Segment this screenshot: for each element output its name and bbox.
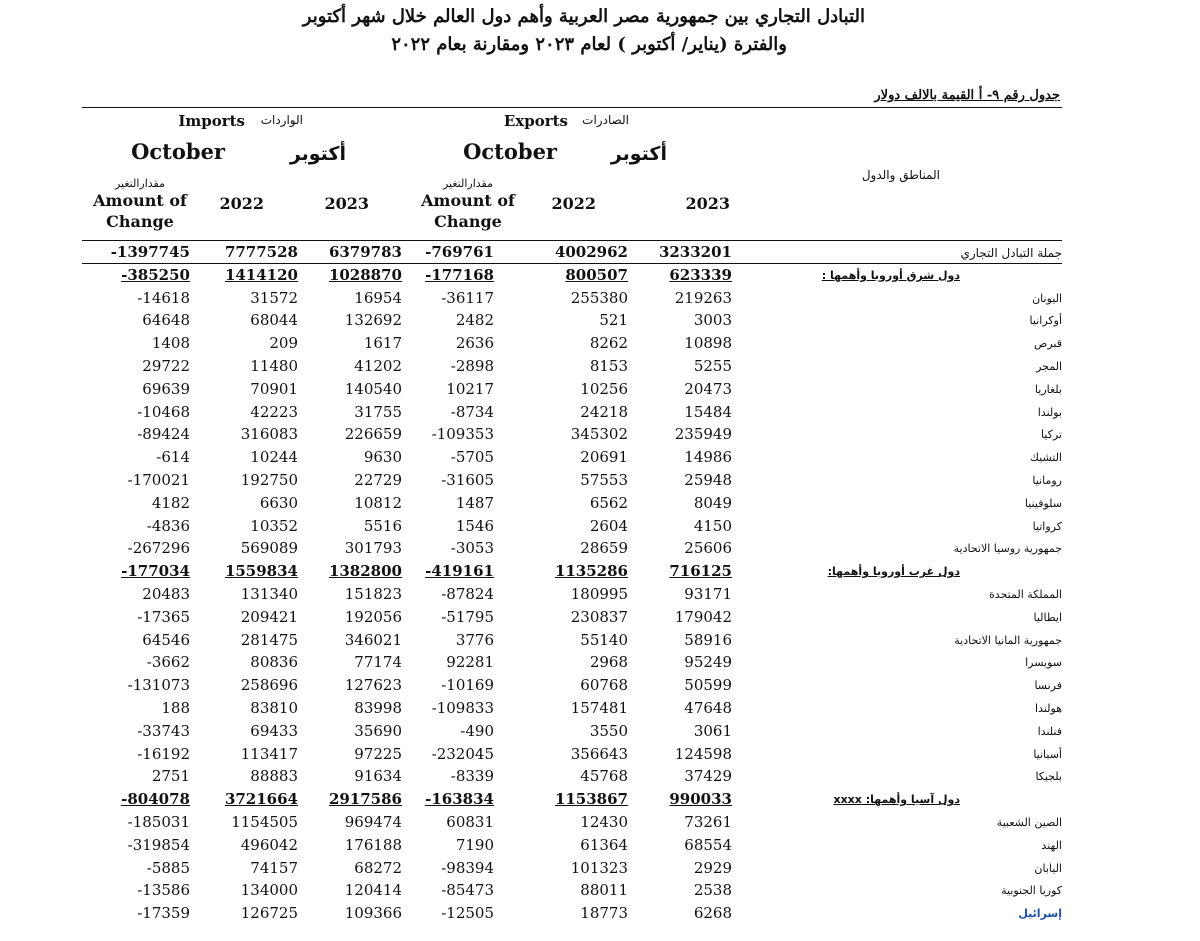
exports-change-cell: -109353 [431, 425, 494, 444]
row-label: المملكة المتحدة [989, 588, 1062, 601]
exports-2022-cell: 6562 [589, 493, 628, 512]
exports-2022-cell: 230837 [570, 607, 628, 626]
exports-2022-cell: 10256 [580, 379, 628, 398]
exports-2023-cell: 124598 [674, 744, 732, 763]
imports-change-cell: 64648 [142, 311, 190, 330]
imports-2022-cell: 10244 [250, 448, 298, 467]
exports-change-cell: 3776 [455, 630, 494, 649]
exports-2022-cell: 157481 [570, 699, 628, 717]
imports-2023-cell: 301793 [344, 539, 402, 558]
imports-2023-cell: 2917586 [328, 790, 402, 809]
table-row [0, 811, 1200, 834]
row-label: جملة التبادل التجاري [960, 246, 1062, 260]
row-label: فنلندا [1037, 724, 1062, 738]
imports-2022-cell: 209421 [240, 607, 298, 626]
exports-2022-cell: 2604 [589, 516, 628, 535]
imports-change-en-1: Amount of [93, 191, 187, 210]
table-row [0, 287, 1200, 310]
row-label: اليونان [1032, 291, 1062, 305]
table-row [0, 355, 1200, 378]
imports-2022-cell: 3721664 [224, 790, 298, 809]
table-row [0, 857, 1200, 880]
row-label: دول آسيا وأهمها: xxxx [833, 793, 960, 807]
table-row [0, 606, 1200, 629]
exports-change-cell: -177168 [425, 265, 494, 284]
imports-change-cell: 4182 [151, 493, 190, 512]
exports-change-cell: -8339 [450, 767, 494, 786]
row-label: الهند [1041, 838, 1062, 852]
table-row [0, 879, 1200, 902]
exports-2022-cell: 8153 [589, 357, 628, 375]
imports-2023-cell: 127623 [344, 676, 402, 695]
imports-2022-cell: 42223 [250, 402, 298, 421]
exports-change-ar: مقدارالتغير [442, 177, 494, 190]
imports-change-cell: -131073 [127, 676, 190, 695]
exports-2023-cell: 73261 [684, 813, 732, 831]
imports-2023-cell: 6379783 [328, 243, 402, 261]
exports-change-cell: 60831 [446, 813, 494, 831]
table-row [0, 765, 1200, 788]
imports-2022-cell: 68044 [250, 311, 298, 330]
table-row [0, 309, 1200, 332]
imports-2023-cell: 109366 [344, 904, 402, 923]
imports-2022-cell: 74157 [250, 858, 298, 877]
imports-change-cell: -3662 [146, 653, 190, 672]
exports-2022-cell: 101323 [570, 858, 628, 877]
row-label: تركيا [1040, 428, 1062, 442]
exports-2023-cell: 37429 [684, 767, 732, 786]
exports-2022-cell: 1153867 [554, 790, 628, 809]
exports-2023-cell: 3233201 [658, 243, 732, 261]
imports-2022-cell: 316083 [240, 425, 298, 444]
imports-2023-cell: 140540 [344, 379, 402, 398]
table-row [0, 720, 1200, 743]
exports-2022-cell: 45768 [580, 767, 628, 786]
row-label: رومانيا [1032, 474, 1062, 487]
exports-2022-cell: 24218 [580, 402, 628, 421]
imports-2023-cell: 151823 [344, 585, 402, 603]
imports-2022-cell: 80836 [250, 653, 298, 672]
exports-change-cell: -419161 [425, 562, 494, 581]
row-label: دول غرب أوروبا وأهمها: [827, 565, 960, 579]
row-label: جمهورية روسيا الاتحادية [953, 542, 1062, 556]
region-column-header: المناطق والدول [861, 168, 940, 182]
imports-2023-cell: 10812 [354, 493, 402, 512]
imports-change-cell: 29722 [142, 357, 190, 375]
exports-change-cell: -163834 [425, 790, 494, 809]
exports-change-cell: -769761 [425, 243, 494, 261]
exports-year-2023: 2023 [685, 194, 730, 213]
imports-2022-cell: 1154505 [231, 813, 298, 831]
exports-2022-cell: 12430 [580, 813, 628, 831]
imports-2022-cell: 6630 [259, 493, 298, 512]
table-row [0, 446, 1200, 469]
imports-2023-cell: 16954 [354, 288, 402, 307]
row-label: الصين الشعبية [996, 816, 1062, 829]
exports-2023-cell: 50599 [684, 676, 732, 695]
table-row [0, 515, 1200, 538]
imports-2023-cell: 83998 [354, 699, 402, 717]
exports-change-cell: -232045 [431, 744, 494, 763]
imports-2022-cell: 11480 [250, 357, 298, 375]
region-group-row [0, 264, 1200, 287]
exports-change-cell: 7190 [455, 835, 494, 854]
exports-2022-cell: 61364 [580, 835, 628, 854]
imports-2022-cell: 496042 [240, 835, 298, 854]
exports-change-cell: -85473 [441, 881, 494, 900]
imports-2023-cell: 969474 [344, 813, 402, 831]
row-label: هولندا [1035, 702, 1062, 715]
imports-change-cell: -804078 [121, 790, 190, 809]
imports-change-cell: -319854 [127, 835, 190, 854]
imports-header-ar: الواردات [260, 113, 303, 127]
imports-change-cell: -177034 [121, 562, 190, 581]
exports-2022-cell: 521 [599, 311, 628, 330]
row-label: بولندا [1037, 405, 1062, 419]
exports-2022-cell: 88011 [580, 881, 628, 900]
exports-2023-cell: 93171 [684, 585, 732, 603]
exports-2022-cell: 800507 [565, 265, 628, 284]
imports-change-ar: مقدارالتغير [114, 177, 166, 190]
imports-2023-cell: 346021 [344, 630, 402, 649]
imports-change-cell: 1408 [151, 334, 190, 353]
table-row [0, 834, 1200, 857]
exports-2023-cell: 6268 [693, 904, 732, 923]
imports-change-cell: 69639 [142, 379, 190, 398]
exports-2023-cell: 3003 [693, 311, 732, 330]
row-label: كوريا الجنوبية [1001, 884, 1062, 898]
imports-2022-cell: 258696 [240, 676, 298, 695]
imports-2022-cell: 281475 [240, 630, 298, 649]
exports-header-en: Exports [503, 112, 568, 130]
imports-2022-cell: 10352 [250, 516, 298, 535]
table-top-rule [82, 107, 1062, 108]
total-row [0, 241, 1200, 264]
imports-change-cell: 188 [161, 699, 190, 717]
imports-2023-cell: 31755 [354, 402, 402, 421]
exports-change-cell: -490 [460, 721, 494, 740]
exports-2022-cell: 20691 [580, 448, 628, 467]
exports-2023-cell: 14986 [684, 448, 732, 467]
imports-2022-cell: 134000 [240, 881, 298, 900]
exports-change-header [413, 177, 523, 232]
row-label: فرنسا [1034, 679, 1062, 693]
imports-2022-cell: 1559834 [224, 562, 298, 581]
exports-change-cell: -8734 [450, 402, 494, 421]
imports-2022-cell: 7777528 [224, 243, 298, 261]
imports-change-cell: -5885 [146, 858, 190, 877]
imports-2023-cell: 9630 [363, 448, 402, 467]
imports-2023-cell: 1382800 [328, 562, 402, 581]
imports-2023-cell: 35690 [354, 721, 402, 740]
table-row [0, 492, 1200, 515]
imports-2023-cell: 41202 [354, 357, 402, 375]
exports-2023-cell: 623339 [669, 265, 732, 284]
row-label: دول شرق أوروبا وأهمها : [821, 268, 960, 282]
row-label: كرواتيا [1032, 519, 1062, 533]
row-label: اليابان [1034, 861, 1062, 875]
imports-month-ar: أكتوبر [289, 143, 346, 165]
table-row [0, 651, 1200, 674]
imports-2022-cell: 126725 [240, 904, 298, 923]
exports-2023-cell: 8049 [693, 493, 732, 512]
row-label: التشيك [1029, 451, 1062, 465]
table-row [0, 378, 1200, 401]
imports-change-cell: -17365 [137, 607, 190, 626]
table-row [0, 401, 1200, 424]
imports-2022-cell: 88883 [250, 767, 298, 786]
exports-change-cell: -87824 [441, 585, 494, 603]
title-line-2: والفترة (يناير/ أكتوبر ) لعام ٢٠٢٣ ومقارنة بعام ٢٠٢٢ [391, 34, 787, 55]
exports-2023-cell: 58916 [684, 630, 732, 649]
imports-change-header [85, 177, 195, 232]
row-label: سلوفينيا [1024, 496, 1062, 510]
table-row [0, 469, 1200, 492]
exports-2022-cell: 55140 [580, 630, 628, 649]
imports-2023-cell: 68272 [354, 858, 402, 877]
exports-2022-cell: 28659 [580, 539, 628, 558]
region-group-row [0, 560, 1200, 583]
imports-change-cell: -170021 [127, 471, 190, 489]
exports-2022-cell: 3550 [589, 721, 628, 740]
imports-2022-cell: 569089 [240, 539, 298, 558]
imports-change-cell: 20483 [142, 585, 190, 603]
row-label[interactable]: إسرائيل [1018, 907, 1062, 921]
exports-change-cell: 1487 [455, 493, 494, 512]
imports-change-cell: 2751 [151, 767, 190, 786]
imports-change-cell: -17359 [137, 904, 190, 923]
row-label: بلغاريا [1034, 382, 1062, 396]
title-line-1: التبادل التجاري بين جمهورية مصر العربية وأهم دول العالم خلال شهر أكتوبر [302, 6, 865, 27]
imports-2022-cell: 192750 [240, 471, 298, 489]
imports-2022-cell: 209 [269, 334, 298, 353]
imports-change-cell: -89424 [137, 425, 190, 444]
exports-2023-cell: 20473 [684, 379, 732, 398]
imports-2023-cell: 226659 [344, 425, 402, 444]
exports-2022-cell: 57553 [580, 471, 628, 489]
row-label: المجر [1036, 360, 1062, 373]
exports-change-cell: -36117 [441, 288, 494, 307]
exports-2022-cell: 18773 [580, 904, 628, 923]
region-group-row [0, 788, 1200, 811]
exports-2023-cell: 68554 [684, 835, 732, 854]
exports-change-en-2: Change [434, 212, 502, 231]
imports-2023-cell: 5516 [363, 516, 402, 535]
imports-2023-cell: 77174 [354, 653, 402, 672]
exports-2023-cell: 5255 [693, 357, 732, 375]
exports-2023-cell: 2538 [693, 881, 732, 900]
exports-2022-cell: 356643 [570, 744, 628, 763]
exports-month-en: October [463, 139, 557, 164]
imports-2022-cell: 113417 [240, 744, 298, 763]
exports-change-cell: 2482 [455, 311, 494, 330]
exports-2022-cell: 60768 [580, 676, 628, 695]
exports-2023-cell: 25948 [684, 471, 732, 489]
imports-change-cell: -14618 [137, 288, 190, 307]
imports-change-cell: -185031 [127, 813, 190, 831]
imports-2022-cell: 70901 [250, 379, 298, 398]
table-row [0, 629, 1200, 652]
exports-2023-cell: 47648 [684, 699, 732, 717]
exports-change-cell: 2636 [455, 334, 494, 353]
table-caption: جدول رقم ٩- أ القيمة بالالف دولار [874, 88, 1060, 103]
exports-2022-cell: 255380 [570, 288, 628, 307]
exports-2023-cell: 219263 [674, 288, 732, 307]
imports-year-2023: 2023 [324, 194, 369, 213]
imports-change-en-2: Change [106, 212, 174, 231]
exports-2023-cell: 990033 [669, 790, 732, 809]
imports-change-cell: -13586 [137, 881, 190, 900]
row-label: ايطاليا [1033, 610, 1062, 624]
exports-change-cell: -2898 [450, 357, 494, 375]
exports-change-cell: -31605 [441, 471, 494, 489]
exports-change-cell: -51795 [441, 607, 494, 626]
exports-change-cell: -12505 [441, 904, 494, 923]
table-row [0, 332, 1200, 355]
imports-2023-cell: 91634 [354, 767, 402, 786]
exports-change-cell: -3053 [450, 539, 494, 558]
table-row [0, 743, 1200, 766]
imports-2022-cell: 31572 [250, 288, 298, 307]
table-row [0, 697, 1200, 720]
exports-2022-cell: 345302 [570, 425, 628, 444]
exports-2023-cell: 95249 [684, 653, 732, 672]
imports-year-2022: 2022 [219, 194, 264, 213]
row-label: سويسرا [1025, 656, 1062, 670]
imports-change-cell: -1397745 [110, 243, 190, 261]
imports-2023-cell: 97225 [354, 744, 402, 763]
exports-2022-cell: 1135286 [554, 562, 628, 581]
exports-2022-cell: 2968 [589, 653, 628, 672]
imports-2023-cell: 22729 [354, 471, 402, 489]
imports-change-cell: 64546 [142, 630, 190, 649]
exports-change-cell: -109833 [431, 699, 494, 717]
exports-year-2022: 2022 [551, 194, 596, 213]
exports-2022-cell: 8262 [589, 334, 628, 353]
exports-2022-cell: 4002962 [554, 243, 628, 261]
imports-2022-cell: 83810 [250, 699, 298, 717]
table-row [0, 537, 1200, 560]
imports-2022-cell: 131340 [240, 585, 298, 603]
exports-2023-cell: 4150 [693, 516, 732, 535]
exports-change-cell: 10217 [446, 379, 494, 398]
exports-2023-cell: 716125 [669, 562, 732, 581]
exports-2022-cell: 180995 [570, 585, 628, 603]
table-row [0, 674, 1200, 697]
imports-change-cell: -614 [156, 448, 190, 467]
row-label: جمهورية المانيا الاتحادية [954, 633, 1062, 647]
imports-2023-cell: 1617 [363, 334, 402, 353]
imports-2022-cell: 69433 [250, 721, 298, 740]
exports-change-en-1: Amount of [421, 191, 515, 210]
exports-2023-cell: 3061 [693, 721, 732, 740]
exports-2023-cell: 179042 [674, 607, 732, 626]
exports-change-cell: 1546 [455, 516, 494, 535]
row-label: أسبانيا [1033, 747, 1062, 761]
imports-2022-cell: 1414120 [224, 265, 298, 284]
imports-header-en: Imports [178, 112, 245, 130]
exports-2023-cell: 10898 [684, 334, 732, 353]
imports-change-cell: -10468 [137, 402, 190, 421]
imports-2023-cell: 132692 [344, 311, 402, 330]
exports-2023-cell: 15484 [684, 402, 732, 421]
table-row [0, 423, 1200, 446]
imports-2023-cell: 120414 [344, 881, 402, 900]
row-label: أوكرانيا [1029, 314, 1062, 328]
exports-change-cell: -5705 [450, 448, 494, 467]
exports-2023-cell: 25606 [684, 539, 732, 558]
table-row [0, 902, 1200, 925]
row-label: قبرص [1034, 337, 1062, 351]
exports-2023-cell: 2929 [693, 858, 732, 877]
imports-2023-cell: 176188 [344, 835, 402, 854]
exports-month-ar: أكتوبر [610, 143, 667, 165]
imports-change-cell: -4836 [146, 516, 190, 535]
imports-2023-cell: 1028870 [328, 265, 402, 284]
exports-change-cell: -98394 [441, 858, 494, 877]
imports-change-cell: -16192 [137, 744, 190, 763]
row-label: بلجيكا [1035, 770, 1062, 784]
exports-2023-cell: 235949 [674, 425, 732, 444]
table-row [0, 583, 1200, 606]
exports-header-ar: الصادرات [582, 113, 629, 127]
exports-change-cell: 92281 [446, 653, 494, 672]
exports-change-cell: -10169 [441, 676, 494, 695]
imports-2023-cell: 192056 [344, 607, 402, 626]
imports-month-en: October [131, 139, 225, 164]
imports-change-cell: -385250 [121, 265, 190, 284]
imports-change-cell: -33743 [137, 721, 190, 740]
imports-change-cell: -267296 [127, 539, 190, 558]
